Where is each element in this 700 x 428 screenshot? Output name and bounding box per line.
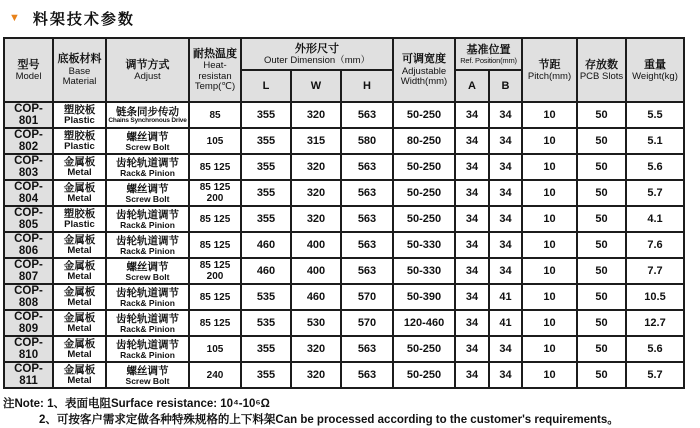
- cell-base-material: [53, 232, 106, 258]
- col-header-adjustable-width-en2: Width(mm): [400, 76, 448, 88]
- cell-ref-b: 34: [489, 180, 522, 206]
- col-header-weight: [626, 38, 684, 102]
- cell-adjust-zh: 齿轮轨道调节: [116, 312, 179, 325]
- col-header-ref-position-zh: 基准位置: [466, 43, 511, 56]
- cell-model: COP-801: [4, 102, 53, 128]
- cell-adjustable-width: 50-250: [393, 206, 455, 232]
- cell-pitch: 10: [522, 206, 577, 232]
- cell-dim-h: 563: [341, 154, 393, 180]
- cell-dim-l: 355: [241, 206, 291, 232]
- cell-adjustable-width: 50-250: [393, 362, 455, 388]
- cell-weight: 5.6: [626, 336, 684, 362]
- cell-dim-w: 320: [291, 102, 341, 128]
- cell-dim-l: 460: [241, 232, 291, 258]
- table-row: [4, 232, 684, 258]
- cell-pcb-slots: 50: [577, 310, 626, 336]
- cell-weight: 7.6: [626, 232, 684, 258]
- cell-pcb-slots: 50: [577, 362, 626, 388]
- cell-ref-b: 34: [489, 128, 522, 154]
- cell-adjustable-width: 50-250: [393, 102, 455, 128]
- col-header-model-zh: 型号: [17, 58, 40, 71]
- table-head: [4, 38, 684, 102]
- cell-ref-a: 34: [455, 206, 489, 232]
- col-header-dim-l: L: [241, 70, 291, 102]
- cell-adjust: [106, 362, 189, 388]
- cell-ref-a: 34: [455, 284, 489, 310]
- cell-adjust-en: Rack& Pinion: [120, 167, 175, 178]
- col-header-pitch-en: Pitch(mm): [527, 70, 572, 82]
- cell-ref-a: 34: [455, 232, 489, 258]
- col-header-ref-a: A: [455, 70, 489, 102]
- cell-base-material-en: Metal: [67, 167, 92, 179]
- cell-base-material: [53, 206, 106, 232]
- cell-model: COP-811: [4, 362, 53, 388]
- cell-dim-w: 320: [291, 154, 341, 180]
- cell-adjustable-width: 120-460: [393, 310, 455, 336]
- cell-base-material: [53, 336, 106, 362]
- cell-dim-l: 355: [241, 336, 291, 362]
- cell-base-material-en: Plastic: [64, 141, 95, 153]
- cell-adjust: [106, 128, 189, 154]
- cell-weight: 4.1: [626, 206, 684, 232]
- cell-adjust-zh: 齿轮轨道调节: [116, 338, 179, 351]
- cell-ref-b: 34: [489, 102, 522, 128]
- cell-weight: 10.5: [626, 284, 684, 310]
- col-header-dim-w: W: [291, 70, 341, 102]
- cell-base-material: [53, 102, 106, 128]
- cell-adjust: [106, 180, 189, 206]
- cell-base-material-en: Metal: [67, 193, 92, 205]
- cell-base-material-en: Metal: [67, 297, 92, 309]
- cell-ref-a: 34: [455, 154, 489, 180]
- cell-base-material-zh: 金属板: [63, 363, 96, 376]
- cell-pcb-slots: 50: [577, 102, 626, 128]
- cell-heat-temp: 85 125: [189, 310, 241, 336]
- cell-dim-w: 315: [291, 128, 341, 154]
- col-header-pitch: [522, 38, 577, 102]
- cell-ref-a: 34: [455, 180, 489, 206]
- cell-pitch: 10: [522, 232, 577, 258]
- table-row: [4, 128, 684, 154]
- cell-ref-b: 41: [489, 310, 522, 336]
- cell-dim-h: 563: [341, 180, 393, 206]
- cell-pitch: 10: [522, 362, 577, 388]
- cell-model: COP-809: [4, 310, 53, 336]
- col-header-adjust: [106, 38, 189, 102]
- cell-adjust: [106, 284, 189, 310]
- cell-pcb-slots: 50: [577, 232, 626, 258]
- cell-dim-h: 570: [341, 284, 393, 310]
- col-header-base-material-en2: Material: [62, 76, 97, 88]
- table-row: [4, 154, 684, 180]
- cell-base-material: [53, 310, 106, 336]
- cell-adjust-zh: 螺丝调节: [126, 260, 169, 273]
- col-header-ref-position: [455, 38, 522, 70]
- cell-base-material-en: Metal: [67, 349, 92, 361]
- cell-ref-a: 34: [455, 310, 489, 336]
- table-row: [4, 102, 684, 128]
- cell-adjust: [106, 258, 189, 284]
- cell-model: COP-808: [4, 284, 53, 310]
- cell-adjust-en: Rack& Pinion: [120, 323, 175, 334]
- cell-base-material-en: Metal: [67, 375, 92, 387]
- cell-base-material-en: Plastic: [64, 219, 95, 231]
- cell-ref-b: 34: [489, 336, 522, 362]
- col-header-pcb-slots: [577, 38, 626, 102]
- cell-adjust-en: Screw Bolt: [125, 375, 170, 386]
- cell-adjust: [106, 310, 189, 336]
- cell-adjust: [106, 206, 189, 232]
- col-header-weight-en: Weight(kg): [632, 70, 678, 82]
- cell-base-material-zh: 金属板: [63, 155, 96, 168]
- cell-adjustable-width: 50-250: [393, 180, 455, 206]
- col-header-adjustable-width-zh: 可调宽度: [402, 53, 446, 66]
- spec-table: [3, 37, 685, 389]
- cell-heat-temp: 85 125 200: [189, 258, 241, 284]
- cell-ref-a: 34: [455, 128, 489, 154]
- cell-ref-b: 34: [489, 362, 522, 388]
- cell-dim-w: 400: [291, 232, 341, 258]
- cell-adjust-en: Rack& Pinion: [120, 349, 175, 360]
- cell-dim-w: 460: [291, 284, 341, 310]
- note-line-1: 注Note: 1、表面电阻Surface resistance: 10⁴-10⁶Ω: [3, 398, 270, 410]
- cell-heat-temp: 85: [189, 102, 241, 128]
- cell-ref-b: 34: [489, 206, 522, 232]
- header-row-groups: [4, 38, 684, 70]
- cell-dim-w: 320: [291, 180, 341, 206]
- cell-model: COP-806: [4, 232, 53, 258]
- cell-model: COP-805: [4, 206, 53, 232]
- cell-pitch: 10: [522, 310, 577, 336]
- cell-base-material-en: Metal: [67, 323, 92, 335]
- cell-base-material-zh: 金属板: [63, 285, 96, 298]
- cell-model: COP-802: [4, 128, 53, 154]
- cell-adjust-en: Rack& Pinion: [120, 297, 175, 308]
- cell-dim-w: 530: [291, 310, 341, 336]
- cell-dim-h: 563: [341, 102, 393, 128]
- cell-weight: 12.7: [626, 310, 684, 336]
- cell-weight: 7.7: [626, 258, 684, 284]
- cell-adjust-zh: 螺丝调节: [126, 130, 169, 143]
- cell-adjust-zh: 齿轮轨道调节: [116, 156, 179, 169]
- col-header-heat-temp-en1: Heat-: [203, 60, 227, 72]
- col-header-ref-position-en: Ref. Position(mm): [460, 55, 517, 65]
- cell-adjust-en: Rack& Pinion: [120, 219, 175, 230]
- table-row: [4, 258, 684, 284]
- cell-ref-a: 34: [455, 336, 489, 362]
- cell-weight: 5.7: [626, 180, 684, 206]
- cell-ref-a: 34: [455, 102, 489, 128]
- col-header-heat-temp-en2: resistan: [198, 70, 232, 82]
- cell-heat-temp: 85 125: [189, 154, 241, 180]
- cell-pitch: 10: [522, 128, 577, 154]
- notes: [3, 396, 700, 428]
- cell-weight: 5.7: [626, 362, 684, 388]
- cell-weight: 5.1: [626, 128, 684, 154]
- cell-model: COP-803: [4, 154, 53, 180]
- cell-ref-b: 34: [489, 258, 522, 284]
- cell-pcb-slots: 50: [577, 128, 626, 154]
- col-header-weight-zh: 重量: [644, 58, 666, 71]
- col-header-heat-temp-zh: 耐热温度: [193, 47, 237, 60]
- cell-heat-temp: 240: [189, 362, 241, 388]
- cell-pitch: 10: [522, 336, 577, 362]
- col-header-adjust-en: Adjust: [134, 70, 161, 82]
- cell-base-material-en: Metal: [67, 245, 92, 257]
- cell-heat-temp: 85 125 200: [189, 180, 241, 206]
- col-header-heat-temp-en3: Temp(℃): [194, 81, 236, 93]
- cell-adjust-zh: 齿轮轨道调节: [116, 286, 179, 299]
- cell-heat-temp: 85 125: [189, 284, 241, 310]
- cell-heat-temp: 105: [189, 128, 241, 154]
- cell-dim-l: 355: [241, 154, 291, 180]
- cell-adjustable-width: 50-250: [393, 336, 455, 362]
- cell-base-material: [53, 180, 106, 206]
- triangle-bullet-icon: ▼: [9, 12, 20, 24]
- cell-base-material-zh: 金属板: [63, 233, 96, 246]
- cell-adjustable-width: 50-330: [393, 232, 455, 258]
- col-header-adjust-zh: 调节方式: [125, 58, 170, 71]
- cell-pcb-slots: 50: [577, 258, 626, 284]
- cell-adjustable-width: 80-250: [393, 128, 455, 154]
- cell-dim-l: 355: [241, 128, 291, 154]
- cell-dim-h: 580: [341, 128, 393, 154]
- cell-dim-w: 320: [291, 206, 341, 232]
- cell-ref-b: 34: [489, 232, 522, 258]
- col-header-pcb-slots-en: PCB Slots: [579, 70, 624, 82]
- cell-adjust: [106, 154, 189, 180]
- cell-pitch: 10: [522, 258, 577, 284]
- col-header-outer-dimension-en: Outer Dimension（mm）: [263, 54, 371, 66]
- cell-base-material-zh: 塑胶板: [63, 207, 96, 220]
- cell-adjust-zh: 链条同步传动: [116, 105, 179, 118]
- cell-pitch: 10: [522, 154, 577, 180]
- cell-ref-b: 34: [489, 154, 522, 180]
- cell-base-material: [53, 128, 106, 154]
- table-row: [4, 336, 684, 362]
- cell-dim-w: 320: [291, 336, 341, 362]
- page-title: 料架技术参数: [32, 11, 135, 28]
- cell-dim-l: 460: [241, 258, 291, 284]
- cell-dim-w: 400: [291, 258, 341, 284]
- note-line-2: 2、可按客户需求定做各种特殊规格的上下料架Can be processed according to the customer's requirements。: [39, 414, 619, 427]
- col-header-base-material: [53, 38, 106, 102]
- cell-pitch: 10: [522, 284, 577, 310]
- col-header-ref-b: B: [489, 70, 522, 102]
- cell-adjust-en: Rack& Pinion: [120, 245, 175, 256]
- col-header-base-material-zh: 底板材料: [57, 53, 102, 66]
- table-row: [4, 180, 684, 206]
- cell-weight: 5.6: [626, 154, 684, 180]
- col-header-heat-temp: [189, 38, 241, 102]
- cell-base-material-en: Metal: [67, 271, 92, 283]
- cell-adjust: [106, 232, 189, 258]
- col-header-base-material-en1: Base: [68, 65, 91, 77]
- col-header-adjustable-width-en1: Adjustable: [401, 65, 447, 77]
- cell-weight: 5.5: [626, 102, 684, 128]
- table-row: [4, 310, 684, 336]
- cell-model: COP-804: [4, 180, 53, 206]
- section-title: [0, 0, 700, 29]
- table-row: [4, 362, 684, 388]
- cell-base-material-zh: 金属板: [63, 337, 96, 350]
- cell-base-material-zh: 金属板: [63, 311, 96, 324]
- cell-base-material-zh: 塑胶板: [63, 129, 96, 142]
- cell-heat-temp: 105: [189, 336, 241, 362]
- cell-dim-h: 563: [341, 232, 393, 258]
- cell-pcb-slots: 50: [577, 206, 626, 232]
- cell-base-material-zh: 金属板: [63, 259, 96, 272]
- table-row: [4, 284, 684, 310]
- cell-pitch: 10: [522, 102, 577, 128]
- cell-heat-temp: 85 125: [189, 206, 241, 232]
- col-header-model: [4, 38, 53, 102]
- cell-model: COP-810: [4, 336, 53, 362]
- cell-pitch: 10: [522, 180, 577, 206]
- col-header-outer-dimension-zh: 外形尺寸: [295, 42, 339, 55]
- cell-dim-l: 355: [241, 180, 291, 206]
- cell-pcb-slots: 50: [577, 154, 626, 180]
- cell-adjust-en: Screw Bolt: [125, 271, 170, 282]
- cell-adjust-en: Screw Bolt: [125, 141, 170, 152]
- cell-adjust-en: Chains Synchronous Drive: [108, 116, 187, 124]
- col-header-pitch-zh: 节距: [538, 58, 561, 71]
- cell-dim-h: 563: [341, 336, 393, 362]
- cell-adjust: [106, 102, 189, 128]
- col-header-outer-dimension: [241, 38, 393, 70]
- cell-base-material: [53, 362, 106, 388]
- cell-dim-l: 355: [241, 362, 291, 388]
- cell-adjustable-width: 50-250: [393, 154, 455, 180]
- cell-dim-l: 355: [241, 102, 291, 128]
- cell-base-material: [53, 258, 106, 284]
- cell-pcb-slots: 50: [577, 284, 626, 310]
- cell-adjust: [106, 336, 189, 362]
- cell-base-material-zh: 金属板: [63, 181, 96, 194]
- cell-adjust-zh: 齿轮轨道调节: [116, 234, 179, 247]
- cell-model: COP-807: [4, 258, 53, 284]
- cell-adjust-zh: 齿轮轨道调节: [116, 208, 179, 221]
- cell-dim-h: 563: [341, 258, 393, 284]
- cell-heat-temp: 85 125: [189, 232, 241, 258]
- cell-dim-l: 535: [241, 310, 291, 336]
- cell-ref-a: 34: [455, 258, 489, 284]
- table-body: [4, 102, 684, 388]
- cell-adjust-zh: 螺丝调节: [126, 182, 169, 195]
- cell-adjustable-width: 50-390: [393, 284, 455, 310]
- col-header-dim-h: H: [341, 70, 393, 102]
- cell-adjust-zh: 螺丝调节: [126, 364, 169, 377]
- cell-ref-b: 41: [489, 284, 522, 310]
- cell-dim-h: 563: [341, 362, 393, 388]
- cell-base-material: [53, 284, 106, 310]
- cell-dim-w: 320: [291, 362, 341, 388]
- col-header-pcb-slots-zh: 存放数: [585, 58, 618, 71]
- cell-dim-l: 535: [241, 284, 291, 310]
- col-header-adjustable-width: [393, 38, 455, 102]
- cell-dim-h: 570: [341, 310, 393, 336]
- cell-adjustable-width: 50-330: [393, 258, 455, 284]
- table-row: [4, 206, 684, 232]
- col-header-model-en: Model: [15, 70, 42, 82]
- cell-base-material-zh: 塑胶板: [63, 103, 96, 116]
- cell-ref-a: 34: [455, 362, 489, 388]
- cell-base-material-en: Plastic: [64, 115, 95, 127]
- cell-adjust-en: Screw Bolt: [125, 193, 170, 204]
- cell-base-material: [53, 154, 106, 180]
- cell-pcb-slots: 50: [577, 180, 626, 206]
- cell-pcb-slots: 50: [577, 336, 626, 362]
- cell-dim-h: 563: [341, 206, 393, 232]
